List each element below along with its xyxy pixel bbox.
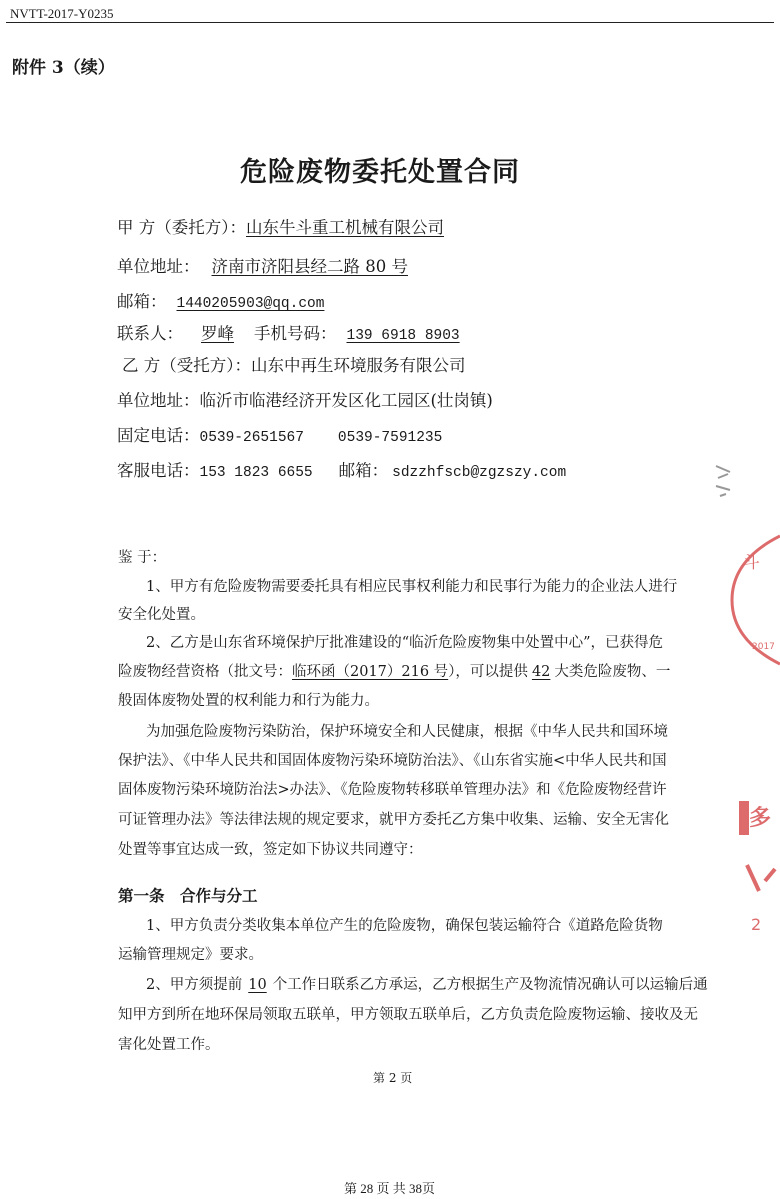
legal-basis-line-2: 保护法》、《中华人民共和国固体废物污染环境防治法》、《山东省实施<中华人民共和国 bbox=[118, 753, 667, 769]
whereas-heading: 鉴 于： bbox=[118, 550, 167, 566]
party-a-line bbox=[117, 214, 444, 238]
header-divider bbox=[6, 22, 774, 23]
article-1-item-1-line-2: 运输管理规定》要求。 bbox=[118, 947, 263, 963]
clause-2-mid: ），可以提供 bbox=[448, 664, 528, 680]
party-a-email: 1440205903@qq.com bbox=[176, 296, 325, 312]
party-a-address-label: 单位地址： bbox=[117, 257, 200, 276]
party-b-tel1: 0539-2651567 bbox=[199, 430, 304, 446]
clause-2-line-2 bbox=[118, 660, 670, 681]
party-a-email-label: 邮箱： bbox=[117, 292, 167, 311]
party-a-contact-line bbox=[117, 320, 470, 344]
party-b-service-line bbox=[117, 457, 566, 481]
clause-2-pre: 险废物经营资格（批文号： bbox=[118, 664, 292, 680]
party-a-address-line bbox=[117, 253, 468, 277]
party-a-name: 山东牛斗重工机械有限公司 bbox=[246, 218, 444, 237]
legal-basis-line-3: 固体废物污染环境防治法>办法》、《危险废物转移联单管理办法》和《危险废物经营许 bbox=[118, 782, 667, 798]
approval-number: 临环函（2017）216 号 bbox=[292, 664, 449, 680]
partial-seal-bottom bbox=[735, 795, 780, 945]
seal-fragment-digit: 2 bbox=[751, 915, 762, 934]
notice-days: 10 bbox=[248, 977, 267, 993]
party-b-tel-label: 固定电话： bbox=[117, 426, 200, 445]
partial-seal-top bbox=[722, 530, 780, 670]
article-1-item-2-line-2: 知甲方到所在地环保局领取五联单，甲方领取五联单后，乙方负责危险废物运输、接收及无 bbox=[118, 1007, 698, 1023]
party-a-contact: 罗峰 bbox=[201, 324, 234, 343]
clause-2-line-3: 般固体废物处置的权利能力和行为能力。 bbox=[118, 693, 379, 709]
article-1-item-1-line-1: 1、甲方负责分类收集本单位产生的危险废物，确保包装运输符合《道路危险货物 bbox=[146, 918, 663, 934]
legal-basis-line-1: 为加强危险废物污染防治，保护环境安全和人民健康，根据《中华人民共和国环境 bbox=[146, 724, 668, 740]
party-b-line bbox=[122, 352, 466, 376]
inner-page-number: 第 2 页 bbox=[373, 1071, 413, 1085]
clause-1-line-1: 1、甲方有危险废物需要委托具有相应民事权利能力和民事行为能力的企业法人进行 bbox=[146, 579, 678, 595]
party-a-label: 甲 方（委托方）： bbox=[117, 218, 246, 237]
party-b-service: 153 1823 6655 bbox=[199, 465, 313, 481]
legal-basis-line-5: 处置等事宜达成一致，签定如下协议共同遵守： bbox=[118, 842, 423, 858]
clause-1-line-2: 安全化处置。 bbox=[118, 607, 205, 623]
party-b-service-label: 客服电话： bbox=[117, 461, 200, 480]
article-1-item-2-line-3: 害化处置工作。 bbox=[118, 1037, 220, 1053]
party-a-contact-label: 联系人： bbox=[117, 324, 183, 343]
party-a-phone: 139 6918 8903 bbox=[346, 328, 460, 344]
contract-title: 危险废物委托处置合同 bbox=[240, 157, 520, 188]
item-2-post: 个工作日联系乙方承运，乙方根据生产及物流情况确认可以运输后通 bbox=[272, 977, 708, 993]
party-b-name: 山东中再生环境服务有限公司 bbox=[251, 356, 466, 375]
seal-fragment-char: 多 bbox=[749, 806, 772, 831]
party-b-label: 乙 方（受托方）： bbox=[122, 356, 251, 375]
waste-category-count: 42 bbox=[531, 664, 551, 680]
article-1-item-2-line-1 bbox=[146, 973, 708, 994]
party-b-email: sdzzhfscb@zgzszy.com bbox=[392, 465, 567, 481]
page-footer: 第 28 页 共 38页 bbox=[344, 1181, 436, 1196]
party-a-address: 济南市济阳县经二路 80 号 bbox=[211, 257, 408, 276]
clause-2-post: 大类危险废物、一 bbox=[554, 664, 671, 680]
party-a-email-line bbox=[117, 288, 324, 312]
party-b-tel-line bbox=[117, 422, 442, 446]
clause-2-line-1: 2、乙方是山东省环境保护厅批准建设的“临沂危险废物集中处置中心”，已获得危 bbox=[146, 635, 664, 651]
item-2-pre: 2、甲方须提前 bbox=[146, 977, 243, 993]
annex-label: 附件 3（续） bbox=[12, 58, 115, 78]
party-b-email-label: 邮箱： bbox=[338, 461, 389, 480]
party-b-tel2: 0539-7591235 bbox=[337, 430, 443, 446]
legal-basis-line-4: 可证管理办法》等法律法规的规定要求，就甲方委托乙方集中收集、运输、安全无害化 bbox=[118, 812, 669, 828]
party-b-address-line bbox=[117, 387, 493, 411]
party-b-address: 临沂市临港经济开发区化工园区(壮岗镇) bbox=[199, 391, 493, 410]
seal-char: 斗 bbox=[742, 552, 760, 573]
seal-year: 2017 bbox=[752, 642, 775, 652]
party-b-address-label: 单位地址： bbox=[117, 391, 200, 410]
margin-mark bbox=[712, 462, 734, 502]
document-id: NVTT-2017-Y0235 bbox=[10, 6, 114, 21]
article-1-title: 第一条 合作与分工 bbox=[118, 886, 258, 905]
party-a-phone-label: 手机号码： bbox=[254, 324, 337, 343]
